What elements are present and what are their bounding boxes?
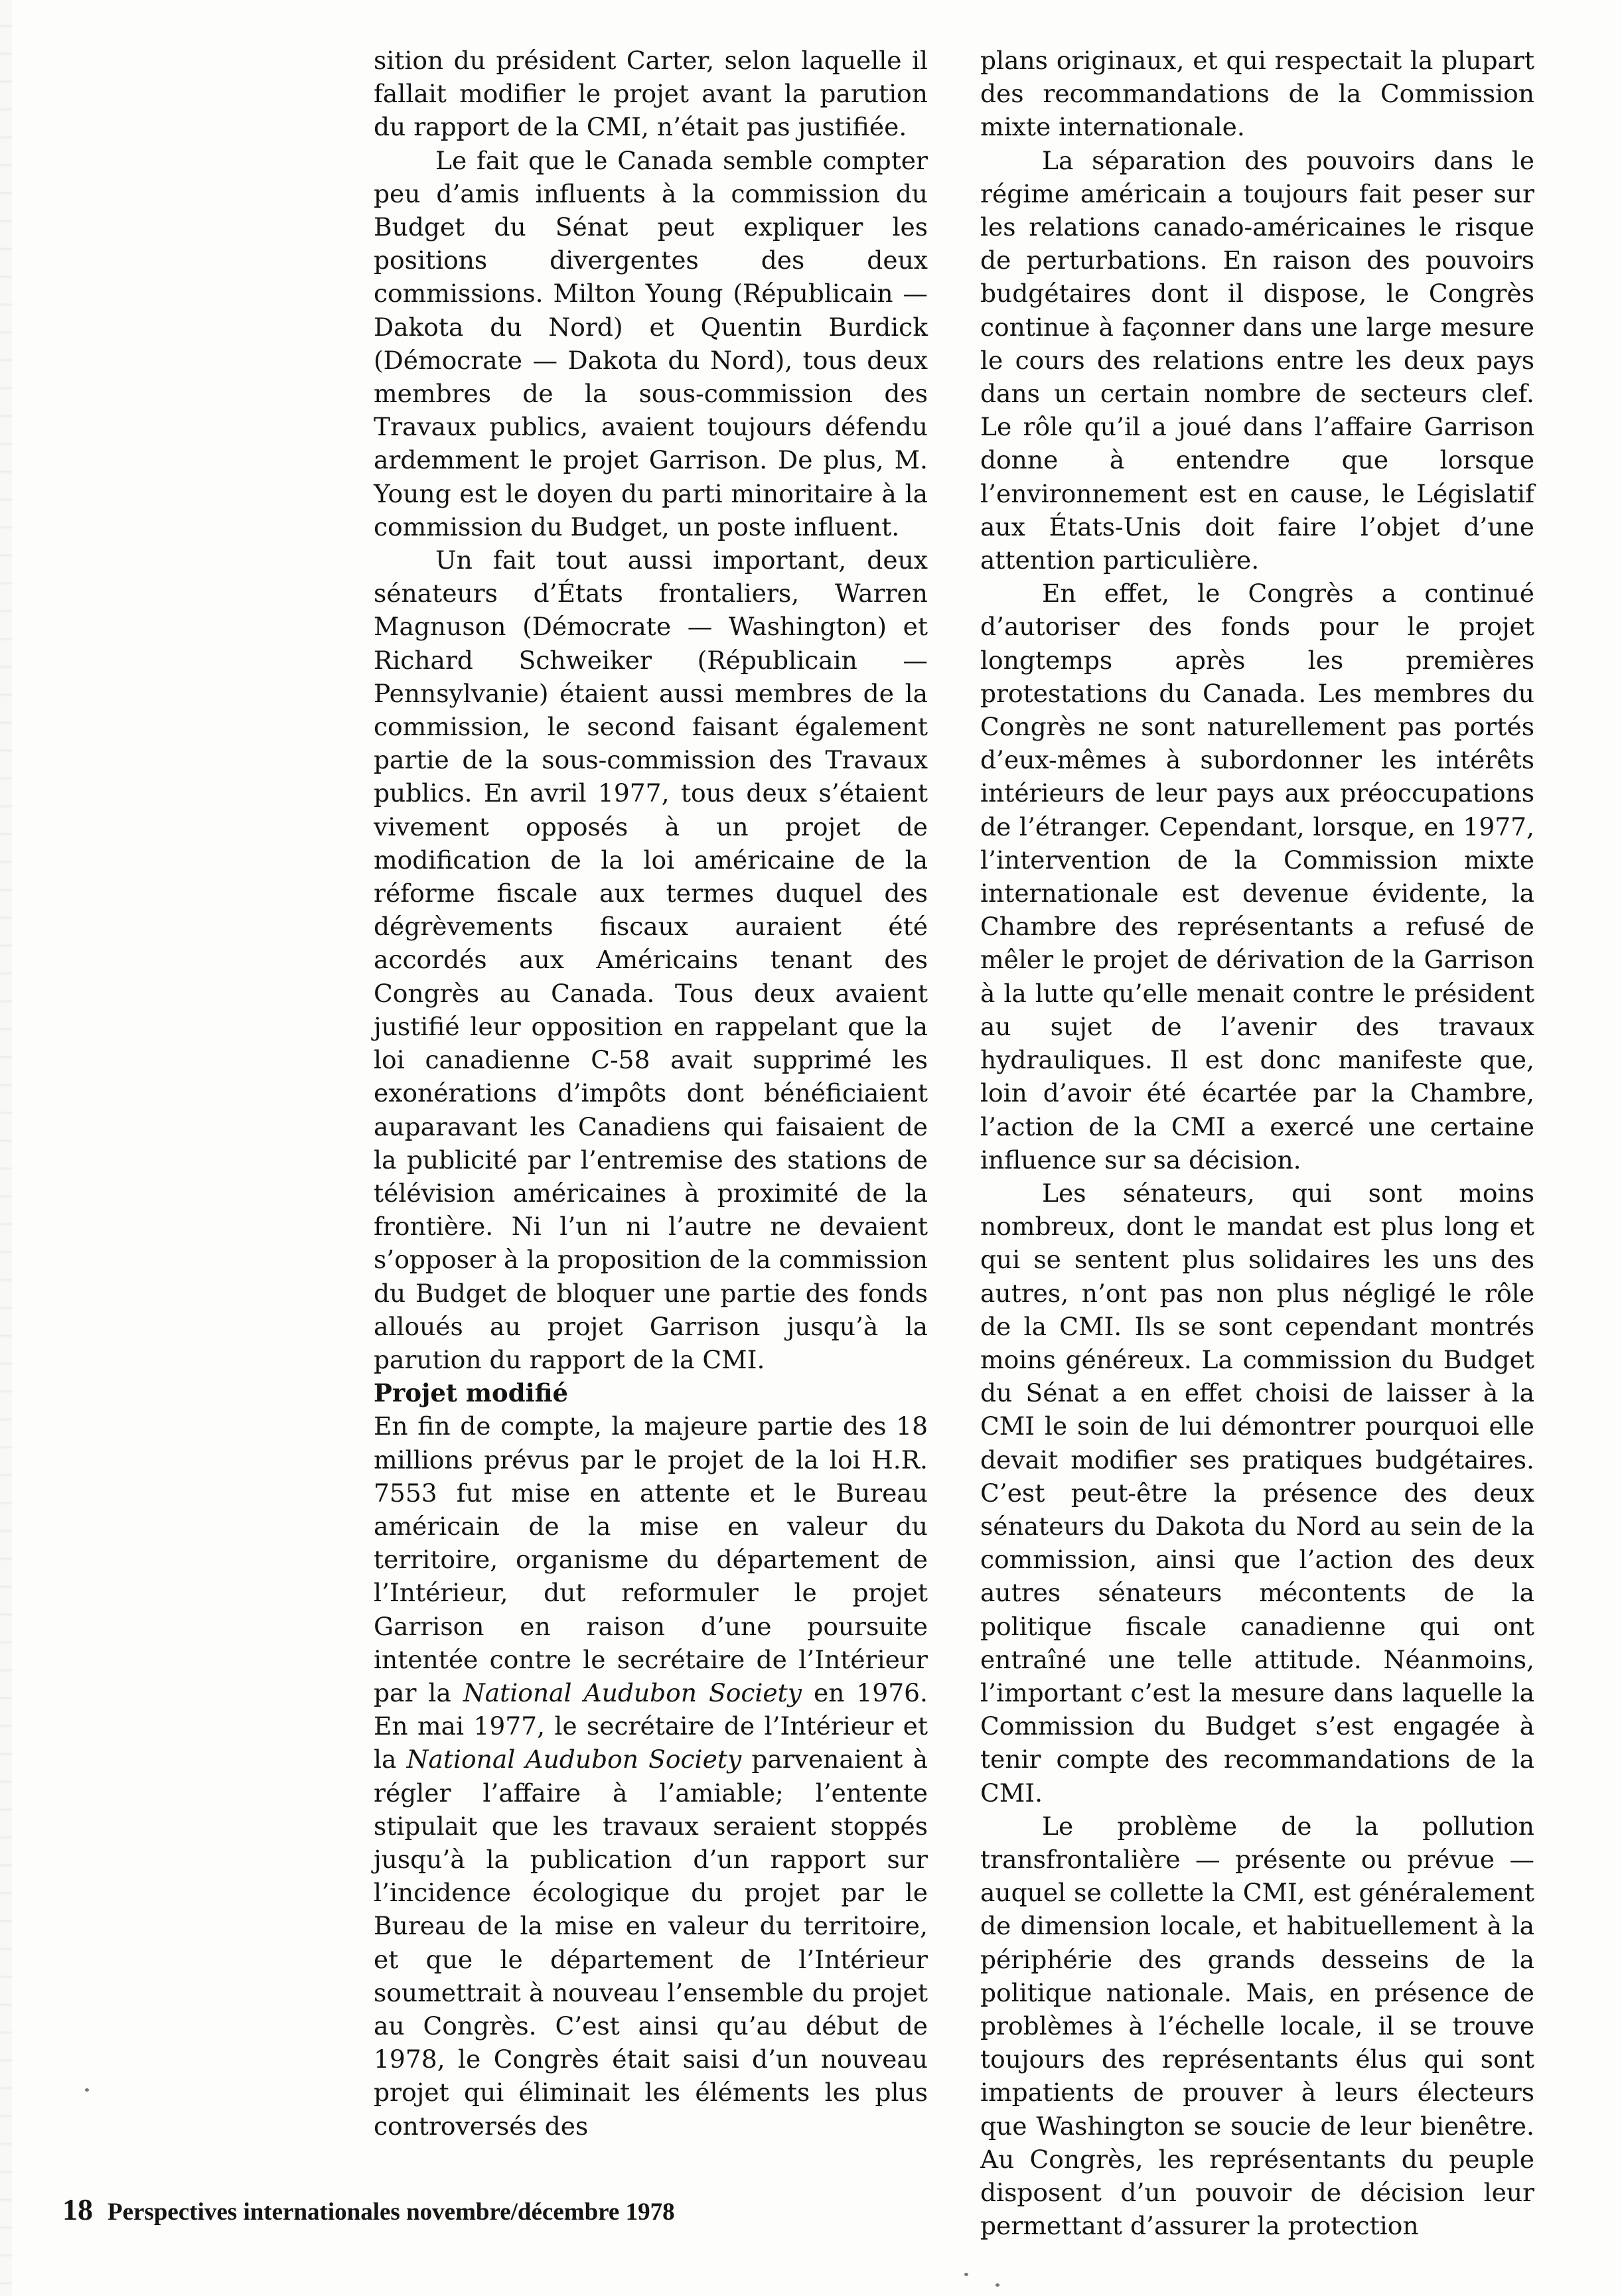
scan-speck [964,2273,968,2276]
right-column [980,44,1534,2242]
scan-edge [0,0,12,2296]
left-column [374,44,928,2143]
text-run: parvenaient à régler l’affaire à l’amiable; l’entente stipulait que les travaux seraient stoppés jusqu’à la publication d’un rapport sur l’incidence écologique du projet par le Bureau de la mise en valeur du territoire, et que le département de l’Intérieur soumettrait à nouveau l’ensemble du projet au Congrès. C’est ainsi qu’au début de 1978, le Congrès était saisi d’un nouveau projet qui éliminait les éléments les plus controversés des [374,1745,928,2141]
paragraph: La séparation des pouvoirs dans le régime américain a toujours fait peser sur les relations canado-américaines le risque de perturbations. En raison des pouvoirs budgétaires dont il dispose, le Congrès continue à façonner dans une large mesure le cours des relations entre les deux pays dans un certain nombre de secteurs clef. Le rôle qu’il a joué dans l’affaire Garrison donne à entendre que lorsque l’environnement est en cause, le Législatif aux États-Unis doit faire l’objet d’une attention particulière. [980,145,1534,575]
scan-speck [995,2283,999,2287]
italic-society-name: National Audubon Society [406,1745,742,1774]
section-heading: Projet modifié [374,1378,569,1408]
text-run: En fin de compte, la majeure partie des 18 millions prévus par le projet de la loi H.R. 7553 fut mise en attente et le Bureau américain de la mise en valeur du territoire, organisme du département de l’Intérieur, dut reformuler le projet Garrison en raison d’une poursuite intentée contre le secrétaire de l’Intérieur par la [374,1411,928,1707]
paragraph: Le fait que le Canada semble compter peu d’amis influents à la commission du Budget du Sénat peut expliquer les positions divergentes des deux commissions. Milton Young (Républicain — Dakota du Nord) et Quentin Burdick (Démocrate — Dakota du Nord), tous deux membres de la sous-commission des Travaux publics, avaient toujours défendu ardemment le projet Garrison. De plus, M. Young est le doyen du parti minoritaire à la commission du Budget, un poste influent. [374,145,928,541]
paragraph: Un fait tout aussi important, deux sénateurs d’États frontaliers, Warren Magnuson (Démocrate — Washington) et Richard Schweiker (Républicain — Pennsylvanie) étaient aussi membres de la commission, le second faisant également partie de la sous-commission des Travaux publics. En avril 1977, tous deux s’étaient vivement opposés à un projet de modification de la loi américaine de la réforme fiscale aux termes duquel des dégrèvements fiscaux auraient été accordés aux Américains tenant des Congrès au Canada. Tous deux avaient justifié leur opposition en rappelant que la loi canadienne C-58 avait supprimé les exonérations d’impôts dont bénéficiaient auparavant les Canadiens qui faisaient de la publicité par l’entremise des stations de télévision américaines à proximité de la frontière. Ni l’un ni l’autre ne devaient s’opposer à la proposition de la commission du Budget de bloquer une partie des fonds alloués au projet Garrison jusqu’à la parution du rapport de la CMI. [374,545,928,1374]
paragraph: sition du président Carter, selon laquelle il fallait modifier le projet avant la parution du rapport de la CMI, n’était pas justifiée. [374,46,928,142]
page-number: 18 [62,2192,93,2226]
paragraph: En effet, le Congrès a continué d’autoriser des fonds pour le projet longtemps après les premières protestations du Canada. Les membres du Congrès ne sont naturellement pas portés d’eux-mêmes à subordonner les intérêts intérieurs de leur pays aux préoccupations de l’étranger. Cependant, lorsque, en 1977, l’intervention de la Commission mixte internationale est devenue évidente, la Chambre des représentants a refusé de mêler le projet de dérivation de la Garrison à la lutte qu’elle menait contre le président au sujet de l’avenir des travaux hydrauliques. Il est donc manifeste que, loin d’avoir été écartée par la Chambre, l’action de la CMI a exercé une certaine influence sur sa décision. [980,579,1534,1175]
scan-speck [85,2088,89,2092]
paragraph [374,1409,928,2142]
paragraph: Les sénateurs, qui sont moins nombreux, dont le mandat est plus long et qui se sentent plus solidaires les uns des autres, n’ont pas non plus négligé le rôle de la CMI. Ils se sont cependant montrés moins généreux. La commission du Budget du Sénat a en effet choisi de laisser à la CMI le soin de lui démontrer pourquoi elle devait modifier ses pratiques budgétaires. C’est peut-être la présence des deux sénateurs du Dakota du Nord au sein de la commission, ainsi que l’action des deux autres sénateurs mécontents de la politique fiscale canadienne qui ont entraîné une telle attitude. Néanmoins, l’important c’est la mesure dans laquelle la Commission du Budget s’est engagée à tenir compte des recommandations de la CMI. [980,1178,1534,1808]
paragraph: Le problème de la pollution transfrontalière — présente ou prévue — auquel se collette la CMI, est généralement de dimension locale, et habituellement à la périphérie des grands desseins de la politique nationale. Mais, en présence de problèmes à l’échelle locale, il se trouve toujours des représentants élus qui sont impatients de prouver à leurs électeurs que Washington se soucie de leur bienêtre. Au Congrès, les représentants du peuple disposent d’un pouvoir de décision leur permettant d’assurer la protection [980,1811,1534,2241]
page-footer [62,2192,675,2227]
italic-society-name: National Audubon Society [463,1678,802,1707]
paragraph: plans originaux, et qui respectait la plupart des recommandations de la Commission mixte internationale. [980,46,1534,142]
publication-line: Perspectives internationales novembre/décembre 1978 [108,2198,675,2226]
text-run: en 1976. En mai 1977, le secrétaire de l’Intérieur et la [374,1678,928,1774]
